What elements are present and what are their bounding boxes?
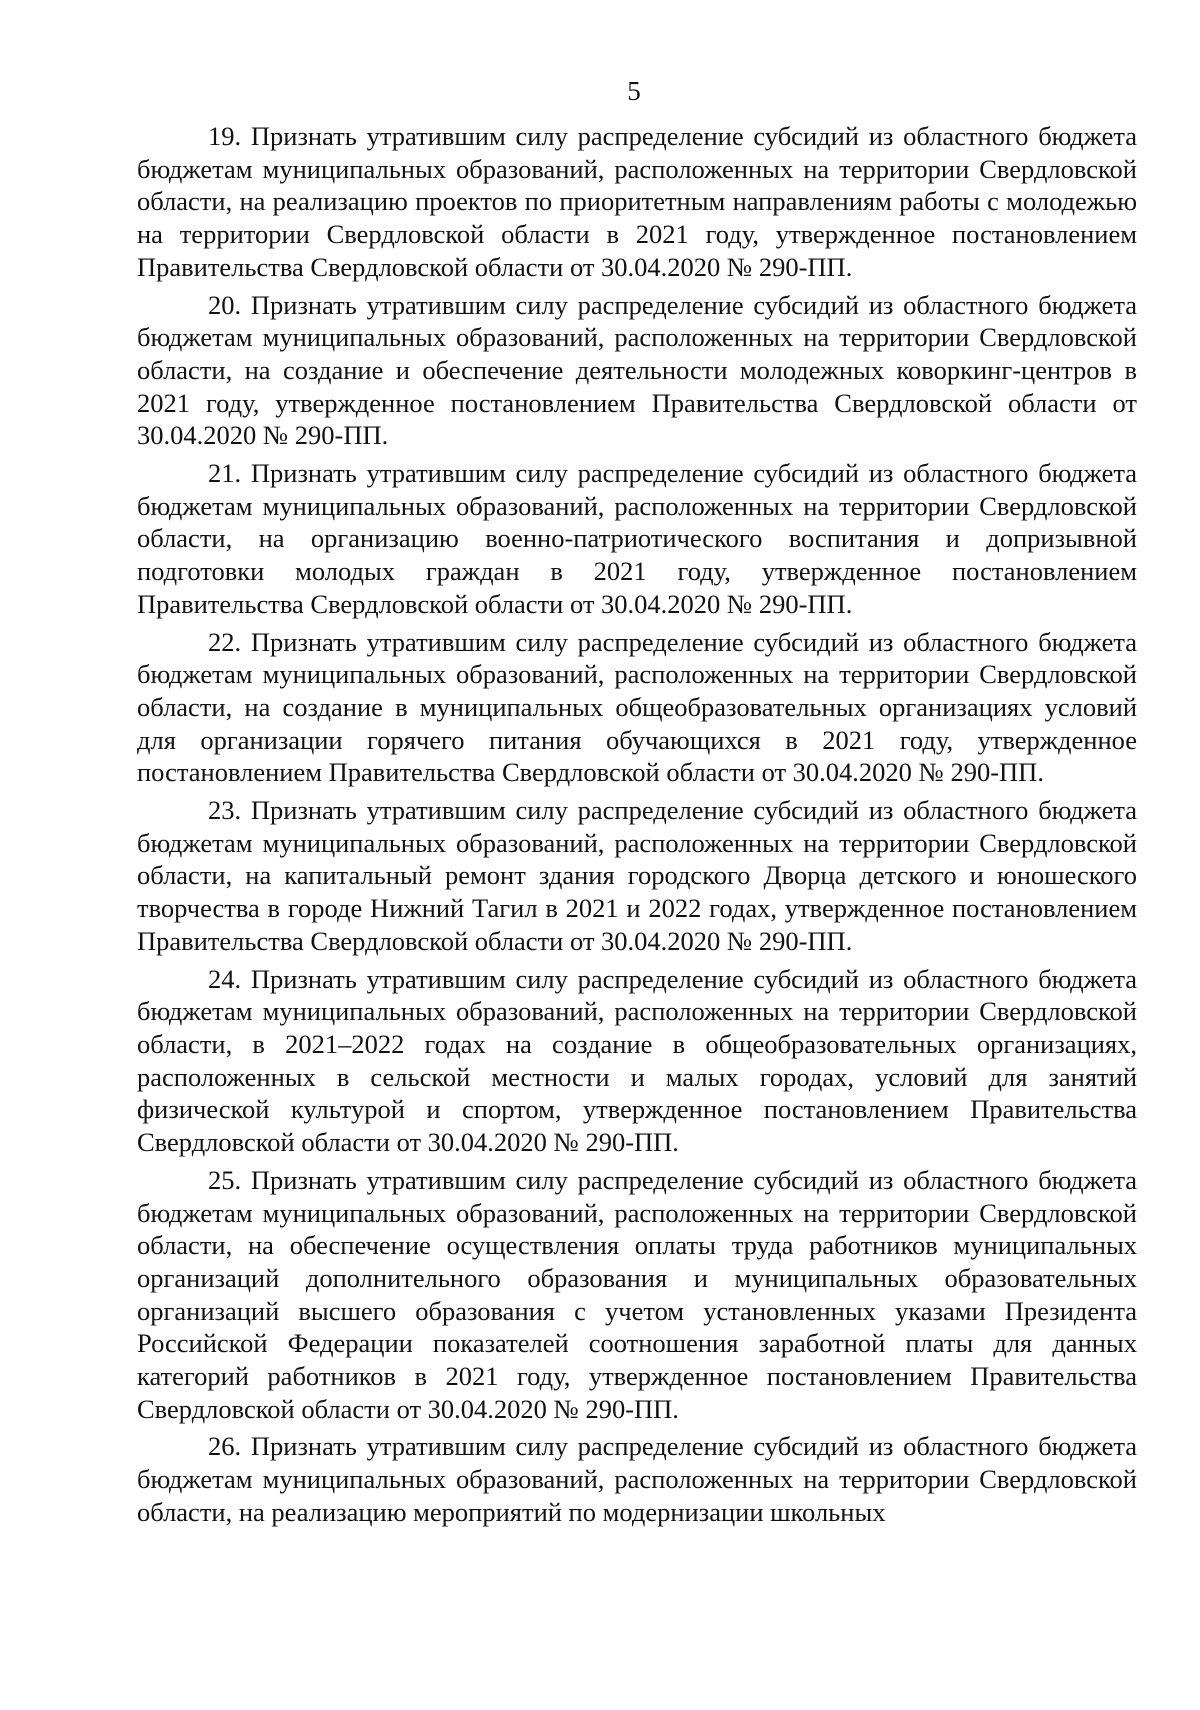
paragraph-number: 25.	[208, 1164, 242, 1195]
paragraph-number: 19.	[208, 121, 242, 151]
paragraph-text: Признать утратившим силу распределение субсидий из областного бюджета бюджетам муниципальных образований, расположенных на территории Свердловской области, на организацию военно-патриотического воспитания и допризывной подготовки молодых граждан в 2021 году, утвержденное постановлением Правительства Свердловской области от 30.04.2020 № 290-ПП.	[137, 458, 1137, 619]
paragraph-text: Признать утратившим силу распределение субсидий из областного бюджета бюджетам муниципальных образований, расположенных на территории Свердловской области, на капитальный ремонт здания городского Дворца детского и юношеского творчества в городе Нижний Тагил в 2021 и 2022 годах, утвержденное постановлением Правительства Свердловской области от 30.04.2020 № 290-ПП.	[137, 795, 1137, 956]
paragraph-23	[137, 794, 1137, 958]
paragraph-22	[137, 626, 1137, 790]
paragraph-26	[137, 1430, 1137, 1528]
paragraph-number: 26.	[208, 1431, 242, 1462]
paragraph-25	[137, 1164, 1137, 1426]
paragraph-text: Признать утратившим силу распределение субсидий из областного бюджета бюджетам муниципальных образований, расположенных на территории Свердловской области, на создание в муниципальных общеобразовательных организациях условий для организации горячего питания обучающихся в 2021 году, утвержденное постановлением Правительства Свердловской области от 30.04.2020 № 290-ПП.	[137, 626, 1137, 788]
paragraph-number: 23.	[208, 795, 242, 826]
paragraph-20	[137, 289, 1137, 453]
paragraph-text: Признать утратившим силу распределение субсидий из областного бюджета бюджетам муниципальных образований, расположенных на территории Свердловской области, на создание и обеспечение деятельности молодежных коворкинг-центров в 2021 году, утвержденное постановлением Правительства Свердловской области от 30.04.2020 № 290-ПП.	[137, 289, 1137, 451]
page-number: 5	[627, 76, 641, 106]
paragraph-text: Признать утратившим силу распределение субсидий из областного бюджета бюджетам муниципальных образований, расположенных на территории Свердловской области, в 2021–2022 годах на создание в общеобразовательных организациях, расположенных в сельской местности и малых городах, условий для занятий физической культурой и спортом, утвержденное постановлением Правительства Свердловской области от 30.04.2020 № 290-ПП.	[137, 963, 1137, 1158]
document-body	[137, 120, 1137, 1534]
paragraph-number: 24.	[208, 963, 242, 994]
paragraph-21	[137, 457, 1137, 621]
paragraph-24	[137, 963, 1137, 1159]
paragraph-number: 21.	[208, 458, 242, 489]
paragraph-number: 22.	[208, 626, 242, 657]
paragraph-text: Признать утратившим силу распределение субсидий из областного бюджета бюджетам муниципальных образований, расположенных на территории Свердловской области, на обеспечение осуществления оплаты труда работников муниципальных организаций дополнительного образования и муниципальных образовательных организаций высшего образования с учетом установленных указами Президента Российской Федерации показателей соотношения заработной платы для данных категорий работников в 2021 году, утвержденное постановлением Правительства Свердловской области от 30.04.2020 № 290-ПП.	[137, 1164, 1137, 1424]
paragraph-19	[137, 120, 1137, 284]
paragraph-number: 20.	[208, 289, 242, 320]
paragraph-text: Признать утратившим силу распределение субсидий из областного бюджета бюджетам муниципальных образований, расположенных на территории Свердловской области, на реализацию мероприятий по модернизации школьных	[137, 1431, 1137, 1527]
paragraph-text: Признать утратившим силу распределение субсидий из областного бюджета бюджетам муниципальных образований, расположенных на территории Свердловской области, на реализацию проектов по приоритетным направлениям работы с молодежью на территории Свердловской области в 2021 году, утвержденное постановлением Правительства Свердловской области от 30.04.2020 № 290-ПП.	[137, 121, 1137, 282]
